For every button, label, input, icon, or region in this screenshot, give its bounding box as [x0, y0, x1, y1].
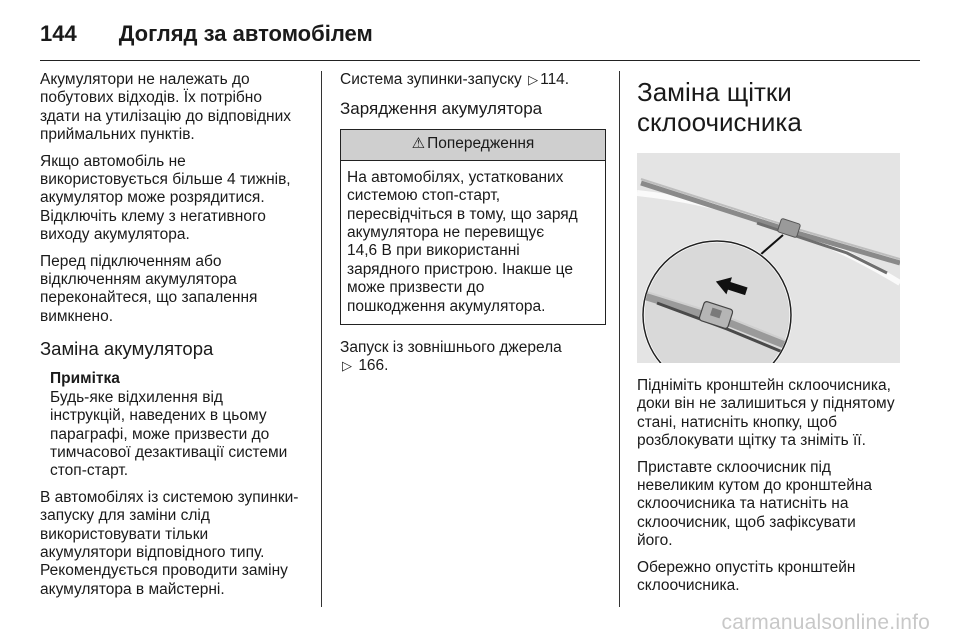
note-block — [50, 370, 306, 480]
paragraph-storage: Якщо автомобіль не використовується більше 4 тижнів, акумулятор може розрядитися. Відключіть клему з негативного виходу акумулятора. — [40, 152, 291, 244]
reference-jump-start[interactable]: Запуск із зовнішнього джерела ▷ 166. — [340, 339, 562, 375]
paragraph-disposal: Акумулятори не належать до побутових відходів. Їх потрібно здати на утилізацію до відповідних приймальних пунктів. — [40, 71, 292, 144]
column-divider — [321, 71, 322, 607]
warning-box — [340, 129, 606, 325]
wiper-illustration-svg — [637, 153, 900, 363]
watermark: carmanualsonline.info — [721, 611, 930, 634]
heading-battery-charging: Зарядження акумулятора — [340, 99, 543, 119]
reference-arrow-icon: ▷ — [528, 72, 539, 87]
heading-battery-replacement: Заміна акумулятора — [40, 338, 214, 360]
reference-arrow-icon: ▷ — [342, 358, 352, 374]
column-left — [40, 71, 306, 607]
warning-title: Попередження — [427, 135, 535, 153]
reference-stop-start[interactable]: Система зупинки-запуску ▷ 114. — [340, 71, 570, 88]
header-divider — [40, 60, 920, 61]
warning-text: На автомобілях, устаткованих системою стоп-старт, пересвідчіться в тому, що заряд акумулятора не перевищує 14,6 В при використанні зарядного пристрою. Інакше це може призвести до пошкодження акумулятора. — [347, 168, 578, 315]
column-middle — [340, 71, 606, 384]
paragraph-lower-arm: Обережно опустіть кронштейн склоочисника. — [637, 558, 856, 595]
heading-wiper-replacement: Заміна щітки склоочисника — [637, 77, 802, 137]
column-divider — [619, 71, 620, 607]
note-text: Будь-яке відхилення від інструкцій, наведених в цьому параграфі, може призвести до тимчасової дезактивації системи стоп-старт. — [50, 388, 288, 480]
column-right — [637, 71, 903, 603]
page-number: 144 — [40, 21, 77, 46]
page-header — [40, 14, 373, 54]
page-title: Догляд за автомобілем — [118, 21, 373, 46]
wiper-blade-illustration — [637, 153, 900, 363]
paragraph-remove-blade: Підніміть кронштейн склоочисника, доки він не залишиться у піднятому стані, натисніть кнопку, щоб розблокувати щітку та зніміть її. — [637, 377, 895, 450]
paragraph-ignition: Перед підключенням або відключенням акумулятора переконайтеся, що запалення вимкнено. — [40, 252, 258, 325]
paragraph-attach-blade: Приставте склоочисник під невеликим кутом до кронштейна склоочисника та натисніть на склоочисник, щоб зафіксувати його. — [637, 458, 873, 550]
note-label: Примітка — [50, 370, 120, 388]
warning-triangle-icon: ⚠ — [411, 135, 426, 153]
paragraph-stop-start-battery: В автомобілях із системою зупинки- запуску для заміни слід використовувати тільки акумулятори відповідного типу. Рекомендується проводити заміну акумулятора в майстерні. — [40, 488, 299, 598]
warning-header — [341, 130, 605, 160]
